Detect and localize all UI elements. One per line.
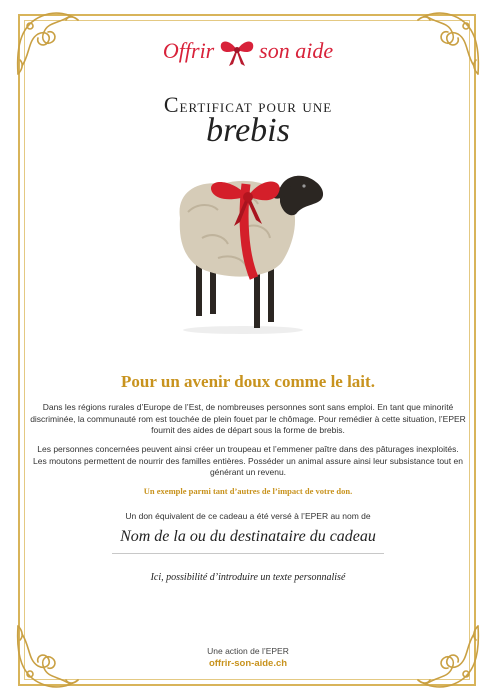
certificate-title-rest: ertificat pour une bbox=[179, 96, 333, 116]
highlight-text: Un exemple parmi tant d’autres de l’impact de votre don. bbox=[143, 486, 353, 496]
sheep-illustration bbox=[158, 158, 328, 338]
ornament-corner-icon bbox=[410, 618, 488, 696]
recipient-name: Nom de la ou du destinataire du cadeau bbox=[120, 528, 376, 545]
offrir-son-aide-logo bbox=[0, 34, 496, 74]
recipient-underline bbox=[112, 553, 384, 554]
footer-website-link[interactable]: offrir-son-aide.ch bbox=[208, 658, 288, 669]
impact-paragraph: Les personnes concernées peuvent ainsi créer un troupeau et l’emmener paître dans des pâturages inexploités. Les moutons permettent de nourrir des familles entières. Posséder un animal assure ainsi leur subsistance tout en générant un revenu. bbox=[33, 444, 463, 478]
gift-bow-icon bbox=[217, 34, 257, 68]
donation-text: Un don équivalent de ce cadeau a été versé à l’EPER au nom de bbox=[125, 511, 371, 521]
custom-message: Ici, possibilité d’introduire un texte personnalisé bbox=[150, 572, 346, 583]
logo-right-word: son aide bbox=[259, 38, 334, 63]
animal-name: brebis bbox=[206, 112, 290, 149]
intro-paragraph: Dans les régions rurales d’Europe de l’Est, de nombreuses personnes sont sans emploi. En tant que minorité discriminée, la communauté rom est touchée de plein fouet par le chômage. Pour remédier à cette situation, l’EPER fournit des aides de départ sous la forme de brebis. bbox=[30, 402, 466, 436]
logo-left-word: Offrir bbox=[162, 38, 215, 63]
certificate-title-initial: C bbox=[163, 92, 180, 117]
headline: Pour un avenir doux comme le lait. bbox=[121, 372, 375, 391]
footer-action: Une action de l’EPER bbox=[207, 646, 289, 656]
ornament-corner-icon bbox=[8, 618, 86, 696]
